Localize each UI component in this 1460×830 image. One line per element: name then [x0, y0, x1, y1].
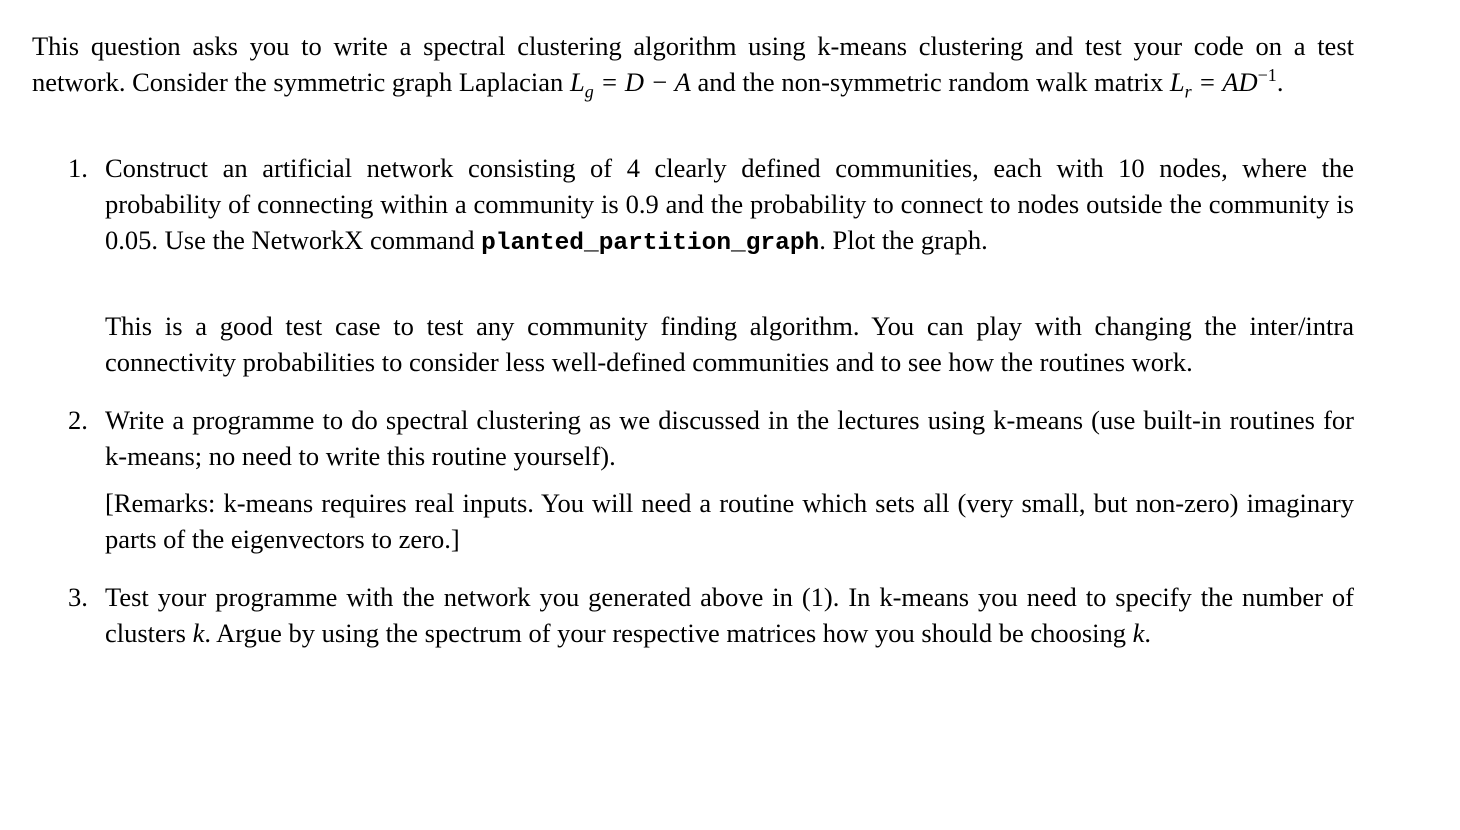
graph-laplacian-definition: = D − A: [593, 67, 691, 97]
task-text: Construct an artificial network consisting of 4 clearly defined communities, each with 10 nodes, where the probability of connecting within a community is 0.9 and the probability to connect to nodes outside the community is 0.05. Use the NetworkX command planted_partition_graph. Plot the graph.: [105, 153, 1354, 257]
graph-laplacian-symbol: $L_g$: [569, 67, 594, 102]
task-item-1: [32, 150, 1354, 380]
cluster-count-symbol: k: [192, 618, 205, 648]
task-number: 3.: [68, 582, 88, 612]
intro-text-middle: and the non-symmetric random walk matrix: [690, 67, 1170, 97]
random-walk-definition: = $AD^{-1}$: [1191, 65, 1277, 97]
task-text: Write a programme to do spectral clustering as we discussed in the lectures using k-means (use built-in routines for k-means; no need to write this routine yourself).: [105, 405, 1354, 471]
task-text: Test your programme with the network you generated above in (1). In k-means you need to specify the number of clusters k. Argue by using the spectrum of your respective matrices how you should be choosing k.: [105, 582, 1354, 648]
task-item-3: [32, 579, 1354, 651]
cluster-count-symbol: k: [1132, 618, 1145, 648]
task-list: [32, 150, 1354, 651]
intro-end: .: [1276, 67, 1284, 97]
random-walk-symbol: $L_r$: [1169, 67, 1192, 102]
intro-text: This question asks you to write a spectral clustering algorithm using k-means clustering and test your code on a test network. Consider the symmetric graph Laplacian: [32, 31, 1354, 97]
intro-paragraph: [32, 28, 1354, 100]
task-number: 2.: [68, 405, 88, 435]
task-note: This is a good test case to test any community finding algorithm. You can play with changing the inter/intra connectivity probabilities to consider less well-defined communities and to see how the routines work.: [105, 311, 1354, 377]
task-remark: [Remarks: k-means requires real inputs. You will need a routine which sets all (very small, but non-zero) imaginary parts of the eigenvectors to zero.]: [105, 488, 1354, 554]
task-number: 1.: [68, 153, 88, 183]
document: [32, 28, 1354, 651]
code-command: planted_partition_graph: [481, 230, 820, 257]
task-item-2: [32, 402, 1354, 557]
